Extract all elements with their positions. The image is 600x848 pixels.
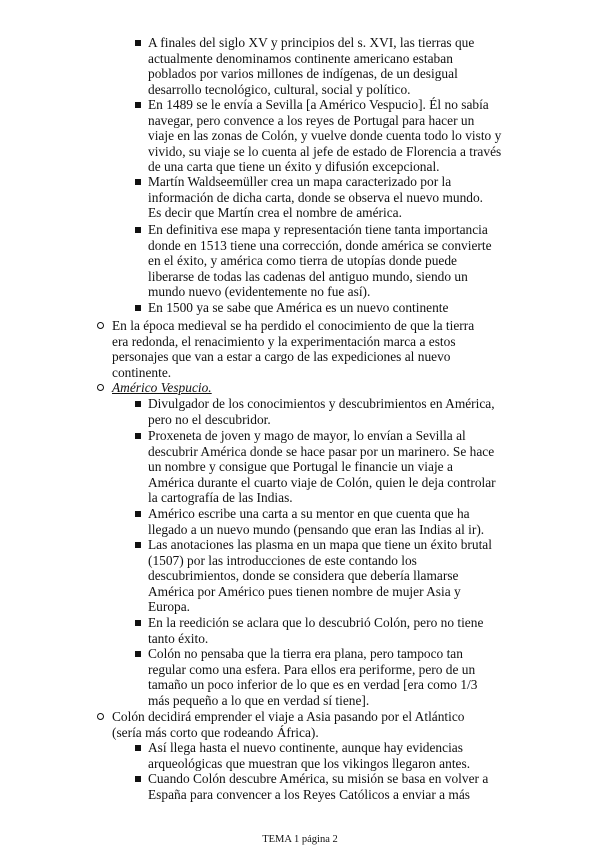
- sub-bullet-item: [148, 174, 528, 221]
- outline-item: [112, 318, 522, 380]
- sub-bullet-item: [148, 396, 528, 427]
- text-line: desarrollo tecnológico, cultural, social y político.: [148, 81, 411, 97]
- text-line: navegar, pero convence a los reyes de Portugal para hacer un: [148, 112, 475, 128]
- sub-bullet-item: [148, 35, 528, 97]
- square-bullet-icon: [135, 511, 141, 517]
- outline-item: [112, 380, 522, 396]
- square-bullet-icon: [135, 651, 141, 657]
- text-line: Colón no pensaba que la tierra era plana, pero tampoco tan: [148, 646, 463, 661]
- text-line: América durante el cuarto viaje de Colón, quien le deja controlar: [148, 474, 496, 490]
- square-bullet-icon: [135, 102, 141, 108]
- sub-bullet-item: [148, 740, 528, 771]
- text-line: llegado a un nuevo mundo (pensando que eran las Indias al ir).: [148, 521, 485, 537]
- sub-bullet-item: [148, 222, 528, 300]
- square-bullet-icon: [135, 620, 141, 626]
- text-line: en el éxito, y américa como tierra de utopías donde puede: [148, 253, 457, 269]
- text-line: Américo escribe una carta a su mentor en que cuenta que ha: [148, 506, 470, 521]
- sub-bullet-item: [148, 646, 528, 708]
- text-line: donde en 1513 tiene una corrección, donde américa se convierte: [148, 237, 492, 253]
- text-line: En la reedición se aclara que lo descubrió Colón, pero no tiene: [148, 615, 484, 630]
- square-bullet-icon: [135, 227, 141, 233]
- text-line: tanto éxito.: [148, 630, 209, 646]
- sub-bullet-item: [148, 506, 528, 537]
- text-line: En la época medieval se ha perdido el conocimiento de que la tierra: [112, 318, 475, 333]
- text-line: Europa.: [148, 599, 191, 615]
- text-line: de una carta que tiene un éxito y difusión excepcional.: [148, 159, 440, 175]
- text-line: vivido, su viaje se lo cuenta al jefe de estado de Florencia a través: [148, 143, 502, 159]
- hollow-circle-bullet-icon: [97, 384, 104, 391]
- text-line: viaje en las zonas de Colón, y vuelve donde cuenta todo lo visto y: [148, 128, 502, 144]
- page-footer: TEMA 1 página 2: [262, 834, 338, 845]
- sub-bullet-item: [148, 615, 528, 646]
- sub-bullet-item: [148, 300, 528, 316]
- hollow-circle-bullet-icon: [97, 322, 104, 329]
- text-line: la cartografía de las Indias.: [148, 490, 293, 506]
- sub-bullet-item: [148, 537, 528, 615]
- text-line: (sería más corto que rodeando África).: [112, 724, 319, 740]
- text-line: Divulgador de los conocimientos y descubrimientos en América,: [148, 396, 495, 411]
- text-line: más pequeño a lo que en verdad sí tiene].: [148, 692, 370, 708]
- square-bullet-icon: [135, 745, 141, 751]
- text-line: Cuando Colón descubre América, su misión se basa en volver a: [148, 771, 489, 786]
- sub-bullet-item: [148, 428, 528, 506]
- text-line: un nombre y consigue que Portugal le financie un viaje a: [148, 459, 453, 475]
- text-line: información de dicha carta, donde se observa el nuevo mundo.: [148, 189, 484, 205]
- text-line: España para convencer a los Reyes Católicos a enviar a más: [148, 786, 470, 802]
- text-line: era redonda, el renacimiento y la experimentación marca a estos: [112, 333, 456, 349]
- square-bullet-icon: [135, 305, 141, 311]
- text-line: En 1500 ya se sabe que América es un nuevo continente: [148, 300, 449, 315]
- text-line: Américo Vespucio.: [112, 380, 212, 395]
- square-bullet-icon: [135, 401, 141, 407]
- text-line: arqueológicas que muestran que los vikingos llegaron antes.: [148, 755, 471, 771]
- square-bullet-icon: [135, 433, 141, 439]
- text-line: (1507) por las introducciones de este contando los: [148, 552, 417, 568]
- square-bullet-icon: [135, 776, 141, 782]
- square-bullet-icon: [135, 179, 141, 185]
- sub-bullet-item: [148, 771, 528, 802]
- text-line: Martín Waldseemüller crea un mapa caracterizado por la: [148, 174, 452, 189]
- text-line: Así llega hasta el nuevo continente, aunque hay evidencias: [148, 740, 463, 755]
- text-line: pero no el descubridor.: [148, 411, 271, 427]
- text-line: En definitiva ese mapa y representación tiene tanta importancia: [148, 222, 488, 237]
- text-line: Las anotaciones las plasma en un mapa que tiene un éxito brutal: [148, 537, 492, 552]
- square-bullet-icon: [135, 542, 141, 548]
- text-line: América por Américo pues tienen nombre de mujer Asia y: [148, 583, 461, 599]
- text-line: descubrir América donde se hace pasar por un marinero. Se hace: [148, 443, 495, 459]
- hollow-circle-bullet-icon: [97, 713, 104, 720]
- text-line: Proxeneta de joven y mago de mayor, lo envían a Sevilla al: [148, 428, 466, 443]
- text-line: En 1489 se le envía a Sevilla [a Américo Vespucio]. Él no sabía: [148, 97, 489, 112]
- text-line: actualmente denominamos continente americano estaban: [148, 50, 453, 66]
- sub-bullet-item: [148, 97, 528, 175]
- text-line: personajes que van a estar a cargo de las expediciones al nuevo: [112, 349, 451, 365]
- text-line: regular como una esfera. Para ellos era periforme, pero de un: [148, 661, 476, 677]
- text-line: tamaño un poco inferior de lo que es en verdad [era como 1/3: [148, 677, 478, 693]
- text-line: mundo nuevo (evidentemente no fue así).: [148, 284, 371, 300]
- text-line: poblados por varios millones de indígenas, de un desigual: [148, 66, 458, 82]
- outline-item: [112, 709, 522, 740]
- text-line: liberarse de todas las cadenas del antiguo mundo, siendo un: [148, 268, 468, 284]
- text-line: Es decir que Martín crea el nombre de américa.: [148, 205, 402, 221]
- square-bullet-icon: [135, 40, 141, 46]
- text-line: continente.: [112, 364, 172, 380]
- text-line: A finales del siglo XV y principios del s. XVI, las tierras que: [148, 35, 475, 50]
- text-line: Colón decidirá emprender el viaje a Asia pasando por el Atlántico: [112, 709, 465, 724]
- text-line: descubrimientos, donde se considera que debería llamarse: [148, 568, 459, 584]
